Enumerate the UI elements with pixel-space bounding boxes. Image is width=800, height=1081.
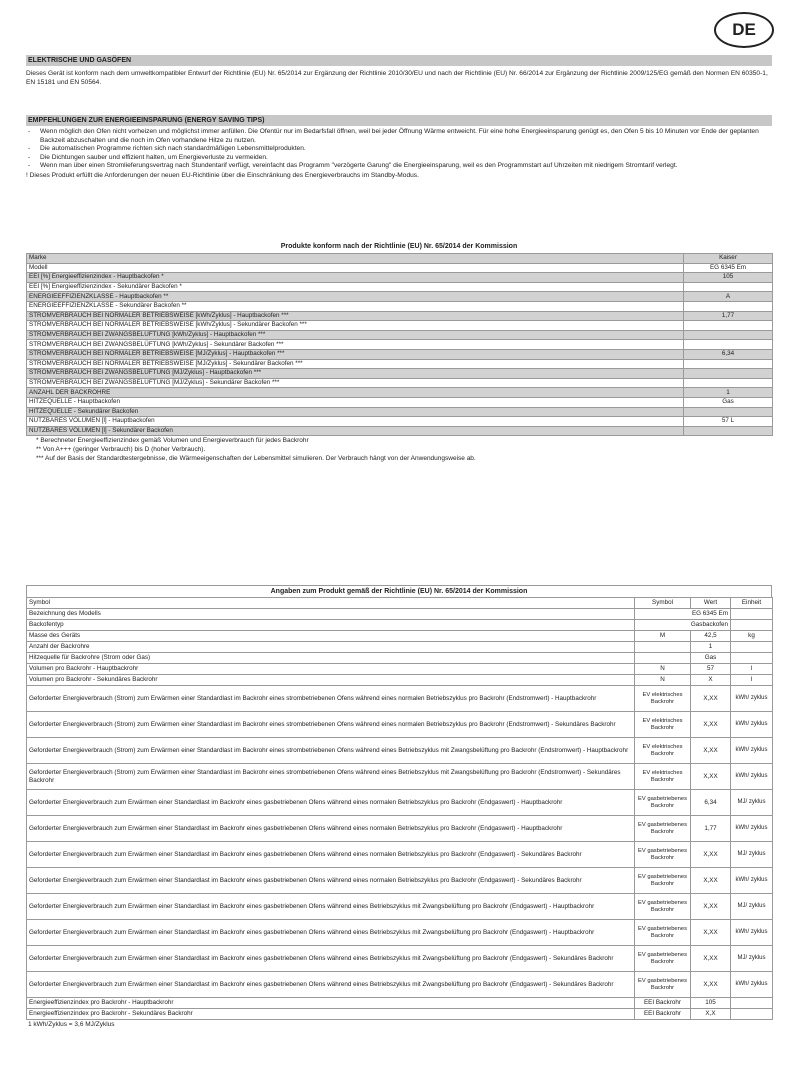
row-label: Geforderter Energieverbrauch zum Erwärmen einer Standardlast im Backrohr eines gasbetriebenen Ofens während eines Betriebszyklus mit Zwangsbelüftung pro Backrohr (Endgaswert) - Hauptbackrohr <box>27 894 635 920</box>
row-symbol: EV gasbetriebenes Backrohr <box>635 972 691 998</box>
row-unit: l <box>731 675 773 686</box>
table-row <box>27 1009 773 1020</box>
row-label: NUTZBARES VOLUMEN [l] - Hauptbackofen <box>27 417 684 427</box>
row-label: Geforderter Energieverbrauch zum Erwärmen einer Standardlast im Backrohr eines gasbetriebenen Ofens während eines Betriebszyklus mit Zwangsbelüftung pro Backrohr (Endgaswert) - Hauptbackrohr <box>27 920 635 946</box>
row-label: Geforderter Energieverbrauch (Strom) zum Erwärmen einer Standardlast im Backrohr eines strombetriebenen Ofens während eines normalen Betriebszyklus pro Backrohr (Endstromwert) - Sekundäres Backrohr <box>27 712 635 738</box>
row-value: 1,77 <box>691 816 731 842</box>
table-row <box>27 378 773 388</box>
row-label: ENERGIEEFFIZIENZKLASSE - Hauptbackofen ** <box>27 292 684 302</box>
row-value: X,XX <box>691 868 731 894</box>
row-label: STROMVERBRAUCH BEI ZWANGSBELÜFTUNG [kWh/Zyklus] - Sekundärer Backofen *** <box>27 340 684 350</box>
row-value <box>684 321 773 331</box>
tip-item: - Die Dichtungen sauber und effizient halten, um Energieverluste zu vermeiden. <box>26 154 772 163</box>
row-label: STROMVERBRAUCH BEI ZWANGSBELÜFTUNG [MJ/Zyklus] - Hauptbackofen *** <box>27 369 684 379</box>
section-title: EMPFEHLUNGEN ZUR ENERGIEEINSPARUNG (ENERGY SAVING TIPS) <box>26 115 772 126</box>
table-row <box>27 642 773 653</box>
table-row <box>27 790 773 816</box>
table-row <box>27 712 773 738</box>
row-label: Geforderter Energieverbrauch zum Erwärmen einer Standardlast im Backrohr eines gasbetriebenen Ofens während eines normalen Betriebszyklus pro Backrohr (Endgaswert) - Sekundäres Backrohr <box>27 868 635 894</box>
product-information-table <box>26 585 772 1030</box>
row-value: Kaiser <box>684 254 773 264</box>
row-value <box>684 378 773 388</box>
row-label: HITZEQUELLE - Sekundärer Backofen <box>27 407 684 417</box>
row-value: X,X <box>691 1009 731 1020</box>
conformity-text: Dieses Gerät ist konform nach dem umweltkompatibler Entwurf der Richtlinie (EU) Nr. 65/2014 zur Ergänzung der Richtlinie 2010/30/EU und nach der Richtlinie (EU) Nr. 66/2014 zur Ergänzung der Richtlinie 2009/125/EG gemäß den Normen EN 60350-1, EN 15181 und EN 50564. <box>26 70 768 86</box>
row-symbol: EV elektrisches Backrohr <box>635 712 691 738</box>
row-value: X,XX <box>691 738 731 764</box>
row-label: Backofentyp <box>27 620 635 631</box>
row-label: ANZAHL DER BACKROHRE <box>27 388 684 398</box>
table-row <box>27 920 773 946</box>
table-row <box>27 764 773 790</box>
row-unit: l <box>731 664 773 675</box>
row-label: STROMVERBRAUCH BEI ZWANGSBELÜFTUNG [MJ/Zyklus] - Sekundärer Backofen *** <box>27 378 684 388</box>
header-symbol: Symbol <box>635 598 691 609</box>
row-value: X,XX <box>691 712 731 738</box>
row-label: STROMVERBRAUCH BEI NORMALER BETRIEBSWEISE [kWh/Zyklus] - Sekundärer Backofen *** <box>27 321 684 331</box>
row-label: STROMVERBRAUCH BEI NORMALER BETRIEBSWEISE [kWh/Zyklus] - Hauptbackofen *** <box>27 311 684 321</box>
row-symbol: EV elektrisches Backrohr <box>635 686 691 712</box>
table-row <box>27 972 773 998</box>
row-label: NUTZBARES VOLUMEN [l] - Sekundärer Backofen <box>27 426 684 436</box>
row-label: Geforderter Energieverbrauch zum Erwärmen einer Standardlast im Backrohr eines gasbetriebenen Ofens während eines normalen Betriebszyklus pro Backrohr (Endgaswert) - Hauptbackrohr <box>27 790 635 816</box>
row-value: X,XX <box>691 894 731 920</box>
footnote: 1 kWh/Zyklus = 3,6 MJ/Zyklus <box>28 1021 115 1028</box>
language-badge: DE <box>714 12 774 48</box>
table-row <box>27 254 773 264</box>
row-unit <box>731 620 773 631</box>
table-row <box>27 359 773 369</box>
section-energy-tips <box>26 115 772 180</box>
row-label: Masse des Geräts <box>27 631 635 642</box>
table-row <box>27 417 773 427</box>
table-row <box>27 301 773 311</box>
row-label: EEI [%] Energieeffizienzindex - Hauptbackofen * <box>27 273 684 283</box>
table-row <box>27 842 773 868</box>
standby-note: ! Dieses Produkt erfüllt die Anforderungen der neuen EU-Richtlinie über die Einschränkung des Energieverbrauchs im Standby-Modus. <box>26 171 419 179</box>
row-value <box>684 359 773 369</box>
table-row <box>27 664 773 675</box>
row-symbol: EEI Backrohr <box>635 1009 691 1020</box>
row-unit: kWh/ zyklus <box>731 686 773 712</box>
table-caption: Angaben zum Produkt gemäß der Richtlinie (EU) Nr. 65/2014 der Kommission <box>26 585 772 597</box>
header-unit: Einheit <box>731 598 773 609</box>
row-unit: MJ/ zyklus <box>731 946 773 972</box>
table-row <box>27 273 773 283</box>
row-value: Gasbackofen <box>635 620 731 631</box>
row-value <box>684 426 773 436</box>
row-label: Geforderter Energieverbrauch zum Erwärmen einer Standardlast im Backrohr eines gasbetriebenen Ofens während eines normalen Betriebszyklus pro Backrohr (Endgaswert) - Sekundäres Backrohr <box>27 842 635 868</box>
table-row <box>27 263 773 273</box>
row-symbol: EV elektrisches Backrohr <box>635 738 691 764</box>
row-unit <box>731 998 773 1009</box>
row-label: Volumen pro Backrohr - Hauptbackrohr <box>27 664 635 675</box>
row-unit: kWh/ zyklus <box>731 920 773 946</box>
row-unit: kWh/ zyklus <box>731 972 773 998</box>
row-label: Hitzequelle für Backrohre (Strom oder Gas) <box>27 653 635 664</box>
table-row <box>27 816 773 842</box>
row-label: Bezeichnung des Modells <box>27 609 635 620</box>
footnote: * Berechneter Energieeffizienzindex gemäß Volumen und Energieverbrauch für jedes Backrohr <box>36 437 309 445</box>
table-row <box>27 397 773 407</box>
row-unit: kWh/ zyklus <box>731 712 773 738</box>
table-row <box>27 620 773 631</box>
row-value: 105 <box>684 273 773 283</box>
row-value <box>684 330 773 340</box>
row-label: Geforderter Energieverbrauch zum Erwärmen einer Standardlast im Backrohr eines gasbetriebenen Ofens während eines normalen Betriebszyklus pro Backrohr (Endgaswert) - Hauptbackrohr <box>27 816 635 842</box>
table-row <box>27 894 773 920</box>
row-value: 42,5 <box>691 631 731 642</box>
row-label: Anzahl der Backrohre <box>27 642 635 653</box>
row-value <box>684 340 773 350</box>
row-symbol: EV gasbetriebenes Backrohr <box>635 790 691 816</box>
information-table <box>26 597 773 1020</box>
row-symbol: EV gasbetriebenes Backrohr <box>635 816 691 842</box>
table-row <box>27 631 773 642</box>
row-value: 105 <box>691 998 731 1009</box>
row-label: STROMVERBRAUCH BEI NORMALER BETRIEBSWEISE [MJ/Zyklus] - Sekundärer Backofen *** <box>27 359 684 369</box>
row-value: 6,34 <box>684 349 773 359</box>
row-unit: MJ/ zyklus <box>731 842 773 868</box>
row-symbol: EV gasbetriebenes Backrohr <box>635 946 691 972</box>
row-value: 57 L <box>684 417 773 427</box>
row-symbol: EV elektrisches Backrohr <box>635 764 691 790</box>
row-symbol: EEI Backrohr <box>635 998 691 1009</box>
table-row <box>27 946 773 972</box>
row-value: X,XX <box>691 972 731 998</box>
table-row <box>27 340 773 350</box>
table-row <box>27 675 773 686</box>
row-label: Modell <box>27 263 684 273</box>
row-value: EG 6345 Em <box>635 609 731 620</box>
header-value: Wert <box>691 598 731 609</box>
row-value <box>684 282 773 292</box>
table-row <box>27 738 773 764</box>
row-label: Geforderter Energieverbrauch zum Erwärmen einer Standardlast im Backrohr eines gasbetriebenen Ofens während eines Betriebszyklus mit Zwangsbelüftung pro Backrohr (Endgaswert) - Sekundäres Backrohr <box>27 946 635 972</box>
row-symbol: M <box>635 631 691 642</box>
row-value: Gas <box>684 397 773 407</box>
footnote: ** Von A+++ (geringer Verbrauch) bis D (hoher Verbrauch). <box>36 446 206 454</box>
row-label: EEI [%] Energieeffizienzindex - Sekundärer Backofen * <box>27 282 684 292</box>
table-caption: Produkte konform nach der Richtlinie (EU) Nr. 65/2014 der Kommission <box>280 243 518 250</box>
row-value <box>684 369 773 379</box>
row-label: Energieeffizienzindex pro Backrohr - Sekundäres Backrohr <box>27 1009 635 1020</box>
table-header-row <box>27 598 773 609</box>
row-label: Energieeffizienzindex pro Backrohr - Hauptbackrohr <box>27 998 635 1009</box>
tips-list <box>26 128 772 171</box>
row-label: STROMVERBRAUCH BEI NORMALER BETRIEBSWEISE [MJ/Zyklus] - Hauptbackofen *** <box>27 349 684 359</box>
row-label: ENERGIEEFFIZIENZKLASSE - Sekundärer Backofen ** <box>27 301 684 311</box>
row-value: 1,77 <box>684 311 773 321</box>
row-symbol: EV gasbetriebenes Backrohr <box>635 894 691 920</box>
tip-item: - Wenn möglich den Ofen nicht vorheizen und möglichst immer anfüllen. Die Ofentür nur im Bedarfsfall öffnen, weil bei jeder Öffnung Wärme entweicht. Für eine hohe Energieeinsparung genügt es, den Ofen 5 bis 10 Minuten vor Ende der geplanten Backzeit abzuschalten und die noch im Ofen vorhandene Hitze zu nutzen. <box>26 128 772 145</box>
row-unit: MJ/ zyklus <box>731 894 773 920</box>
row-value: X <box>691 675 731 686</box>
conformity-table <box>26 253 773 436</box>
table-row <box>27 330 773 340</box>
product-conformity-table <box>26 240 772 463</box>
row-value <box>684 301 773 311</box>
header-label: Symbol <box>27 598 635 609</box>
row-value: X,XX <box>691 842 731 868</box>
row-unit: kWh/ zyklus <box>731 738 773 764</box>
row-value: 1 <box>691 642 731 653</box>
row-symbol: N <box>635 675 691 686</box>
row-label: HITZEQUELLE - Hauptbackofen <box>27 397 684 407</box>
table-row <box>27 282 773 292</box>
row-symbol <box>635 642 691 653</box>
row-label: Marke <box>27 254 684 264</box>
row-value: EG 6345 Em <box>684 263 773 273</box>
footnote: *** Auf der Basis der Standardtestergebnisse, die Wärmeeigenschaften der Lebensmittel simulieren. Der Verbrauch hängt von der Anwendungsweise ab. <box>36 455 476 463</box>
row-unit <box>731 642 773 653</box>
table-row <box>27 653 773 664</box>
row-label: Volumen pro Backrohr - Sekundäres Backrohr <box>27 675 635 686</box>
table-row <box>27 292 773 302</box>
table-row <box>27 388 773 398</box>
row-value: X,XX <box>691 946 731 972</box>
table-row <box>27 868 773 894</box>
table-row <box>27 311 773 321</box>
table-row <box>27 349 773 359</box>
table-row <box>27 426 773 436</box>
row-value: 1 <box>684 388 773 398</box>
row-value: A <box>684 292 773 302</box>
row-unit: kWh/ zyklus <box>731 816 773 842</box>
table-row <box>27 369 773 379</box>
row-label: Geforderter Energieverbrauch (Strom) zum Erwärmen einer Standardlast im Backrohr eines strombetriebenen Ofens während eines Betriebszyklus mit Zwangsbelüftung pro Backrohr (Endstromwert) - Sekundäres Backrohr <box>27 764 635 790</box>
section-electric-gas-ovens <box>26 55 772 87</box>
row-value: X,XX <box>691 686 731 712</box>
table-row <box>27 686 773 712</box>
table-row <box>27 998 773 1009</box>
row-label: Geforderter Energieverbrauch (Strom) zum Erwärmen einer Standardlast im Backrohr eines strombetriebenen Ofens während eines Betriebszyklus mit Zwangsbelüftung pro Backrohr (Endstromwert) - Hauptbackrohr <box>27 738 635 764</box>
row-unit: kWh/ zyklus <box>731 868 773 894</box>
table-row <box>27 609 773 620</box>
row-symbol: EV gasbetriebenes Backrohr <box>635 842 691 868</box>
row-unit <box>731 1009 773 1020</box>
table-row <box>27 321 773 331</box>
row-value: X,XX <box>691 764 731 790</box>
row-unit: MJ/ zyklus <box>731 790 773 816</box>
row-value <box>684 407 773 417</box>
row-value: 6,34 <box>691 790 731 816</box>
row-unit: kWh/ zyklus <box>731 764 773 790</box>
tip-item: - Die automatischen Programme richten sich nach standardmäßigen Lebensmittelprodukten. <box>26 145 772 154</box>
row-value: Gas <box>691 653 731 664</box>
row-unit <box>731 653 773 664</box>
row-value: 57 <box>691 664 731 675</box>
row-unit <box>731 609 773 620</box>
row-symbol: EV gasbetriebenes Backrohr <box>635 920 691 946</box>
row-symbol: N <box>635 664 691 675</box>
tip-item: - Wenn man über einen Stromlieferungsvertrag nach Stundentarif verfügt, vereinfacht das Programm "verzögerte Garung" die Energieeinsparung, weil es den Programmstart auf Uhrzeiten mit niedrigem Stromtarif verlegt. <box>26 162 772 171</box>
row-label: STROMVERBRAUCH BEI ZWANGSBELÜFTUNG [kWh/Zyklus] - Hauptbackofen *** <box>27 330 684 340</box>
row-symbol: EV gasbetriebenes Backrohr <box>635 868 691 894</box>
row-label: Geforderter Energieverbrauch zum Erwärmen einer Standardlast im Backrohr eines gasbetriebenen Ofens während eines Betriebszyklus mit Zwangsbelüftung pro Backrohr (Endgaswert) - Sekundäres Backrohr <box>27 972 635 998</box>
section-title: ELEKTRISCHE UND GASÖFEN <box>26 55 772 66</box>
row-unit: kg <box>731 631 773 642</box>
row-symbol <box>635 653 691 664</box>
row-value: X,XX <box>691 920 731 946</box>
table-row <box>27 407 773 417</box>
row-label: Geforderter Energieverbrauch (Strom) zum Erwärmen einer Standardlast im Backrohr eines strombetriebenen Ofens während eines normalen Betriebszyklus pro Backrohr (Endstromwert) - Hauptbackrohr <box>27 686 635 712</box>
